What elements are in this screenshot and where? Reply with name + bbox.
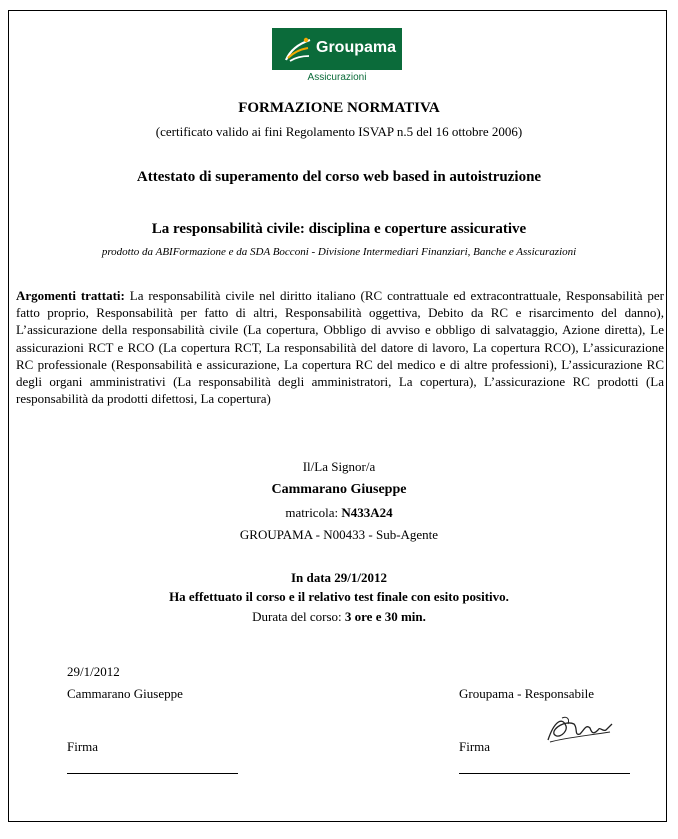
- result-outcome: Ha effettuato il corso e il relativo test finale con esito positivo.: [169, 589, 509, 604]
- affiliation: GROUPAMA - N00433 - Sub-Agente: [239, 527, 439, 542]
- groupama-logo: [272, 28, 402, 84]
- signature-date: 29/1/2012: [67, 664, 120, 679]
- logo-subtitle: Assicurazioni: [307, 72, 367, 83]
- topics-paragraph: [16, 287, 664, 407]
- logo-brand-text: Groupama: [316, 39, 397, 56]
- matricola-label: matricola:: [285, 505, 342, 520]
- result-date: In data 29/1/2012: [290, 570, 388, 585]
- certificate-note: (certificato valido ai fini Regolamento ISVAP n.5 del 16 ottobre 2006): [155, 124, 523, 139]
- duration-label: Durata del corso:: [252, 609, 345, 624]
- signer-left-name: Cammarano Giuseppe: [67, 686, 183, 701]
- signature-line-right: [459, 773, 630, 774]
- signature-line-left: [67, 773, 238, 774]
- document-title: FORMAZIONE NORMATIVA: [238, 100, 440, 116]
- course-title: La responsabilità civile: disciplina e coperture assicurative: [151, 221, 527, 237]
- firma-left-label: Firma: [67, 739, 99, 754]
- logo-background: [272, 28, 402, 70]
- matricola-value: N433A24: [341, 505, 393, 520]
- matricola-line: [0, 505, 678, 521]
- duration-line: [0, 609, 678, 625]
- duration-value: 3 ore e 30 min.: [344, 609, 426, 624]
- person-name: Cammarano Giuseppe: [271, 482, 407, 497]
- signer-right-name: Groupama - Responsabile: [459, 686, 595, 701]
- topics-label: Argomenti trattati:: [16, 288, 125, 303]
- topics-text: La responsabilità civile nel diritto italiano (RC contrattuale ed extracontrattuale, Responsabilità per fatto proprio, Responsabilità per fatto di altri, Responsabilità oggettiva, Debito da RC e risarcimento del danno), L’assicurazione della responsabilità civile (La copertura, Obbligo di avviso e obbligo di salvataggio, Azione diretta), Le assicurazioni RCT e RCO (La copertura RCT, La responsabilità del datore di lavoro, La copertura RCO), L’assicurazione RC professionale (Responsabilità e assicurazione, La copertura RC del medico e di altre professioni), L’assicurazione RC degli organi amministrativi (La responsabilità degli amministratori, La copertura), L’assicurazione RC prodotti (La responsabilità da prodotti difettosi, La copertura): [16, 288, 664, 407]
- groupama-wheat-icon: [282, 34, 314, 64]
- handwritten-signature: [544, 712, 614, 748]
- firma-right-label: Firma: [459, 739, 491, 754]
- salutation: Il/La Signor/a: [302, 459, 376, 474]
- course-producer: prodotto da ABIFormazione e da SDA Bocconi - Divisione Intermediari Finanziari, Banche e Assicurazioni: [101, 246, 577, 258]
- attestato-heading: Attestato di superamento del corso web based in autoistruzione: [136, 169, 542, 185]
